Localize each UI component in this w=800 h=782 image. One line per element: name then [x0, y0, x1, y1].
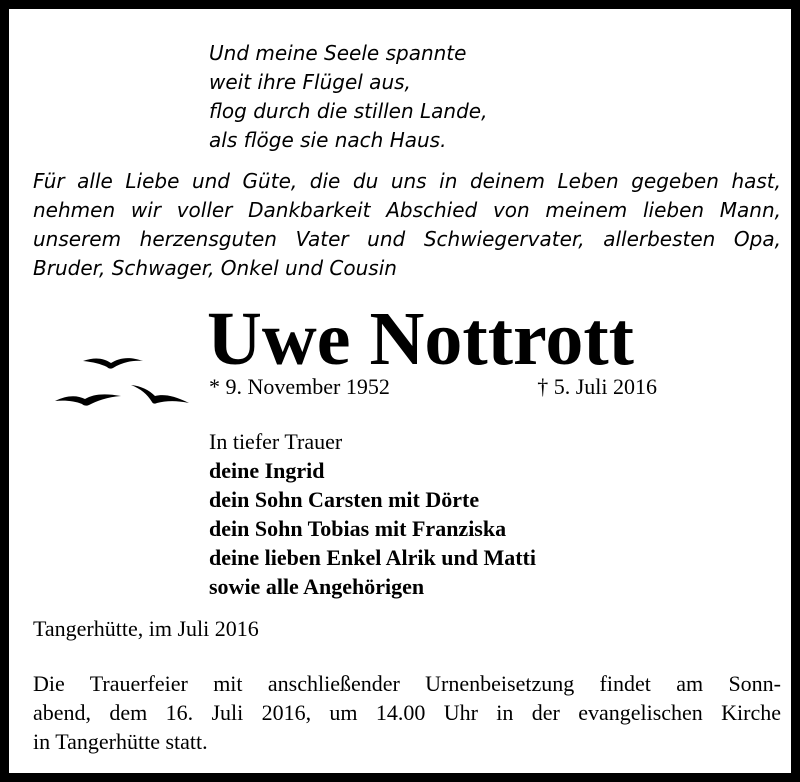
intro-line: Bruder, Schwager, Onkel und Cousin: [33, 256, 397, 280]
birds-icon: [49, 339, 209, 419]
poem-line: flog durch die stillen Lande,: [209, 99, 488, 123]
bird-icon: [55, 394, 121, 405]
bird-icon: [131, 385, 189, 404]
deceased-name: Uwe Nottrott: [207, 297, 634, 381]
mourner-name: deine lieben Enkel Alrik und Matti: [209, 545, 536, 570]
funeral-line: in Tangerhütte statt.: [33, 729, 208, 754]
poem-line: Und meine Seele spannte: [209, 41, 467, 65]
place-date: Tangerhütte, im Juli 2016: [33, 616, 259, 641]
mourner-name: dein Sohn Carsten mit Dörte: [209, 487, 480, 512]
intro-line: nehmen wir voller Dankbarkeit Abschied von meinem lieben Mann,: [33, 198, 781, 222]
poem: [209, 39, 487, 155]
mourners: [209, 427, 536, 601]
poem-line: als flöge sie nach Haus.: [209, 128, 447, 152]
bird-icon: [83, 358, 143, 369]
mourner-name: dein Sohn Tobias mit Franziska: [209, 516, 507, 541]
funeral-info: [33, 669, 781, 756]
intro-line: unserem herzensguten Vater und Schwiegervater, allerbesten Opa,: [33, 227, 781, 251]
intro-line: Für alle Liebe und Güte, die du uns in deinem Leben gegeben hast,: [33, 169, 781, 193]
funeral-line: abend, dem 16. Juli 2016, um 14.00 Uhr in der evangelischen Kirche: [33, 700, 781, 725]
funeral-line: Die Trauerfeier mit anschließender Urnenbeisetzung findet am Sonn-: [33, 671, 781, 696]
mourner-name: deine Ingrid: [209, 458, 325, 483]
death-date: † 5. Juli 2016: [537, 374, 657, 399]
mourner-name: sowie alle Angehörigen: [209, 574, 425, 599]
intro-text: [33, 167, 781, 283]
birth-date: * 9. November 1952: [209, 374, 390, 399]
poem-line: weit ihre Flügel aus,: [209, 70, 411, 94]
mourning-heading: In tiefer Trauer: [209, 429, 343, 454]
